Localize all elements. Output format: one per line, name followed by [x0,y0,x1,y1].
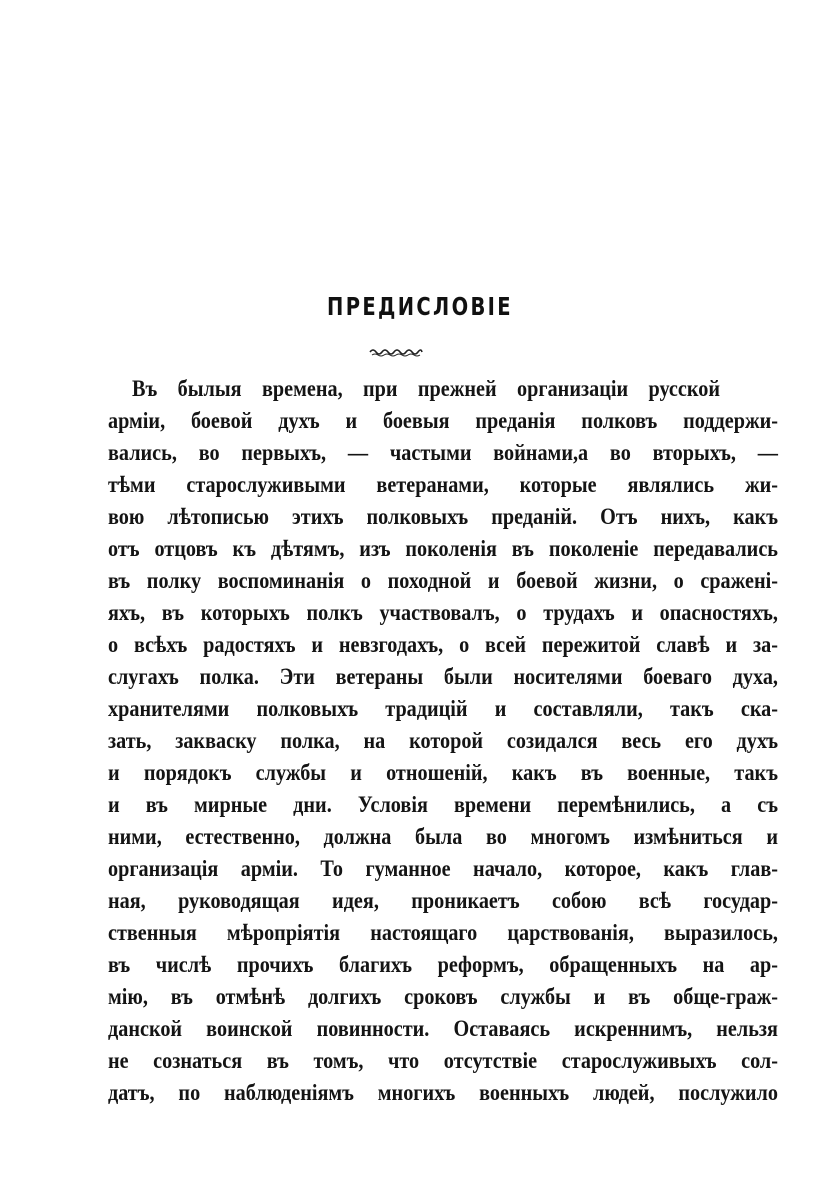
text-line: мію, въ отмѣнѣ долгихъ сроковъ службы и въ обще-граж- [108,984,778,1010]
text-line: ственныя мѣропріятія настоящаго царствованія, выразилось, [108,920,778,946]
text-line: Въ былыя времена, при прежней организаціи русской [132,376,720,402]
text-line: отъ отцовъ къ дѣтямъ, изъ поколенія въ поколеніе передавались [108,536,778,562]
text-line: вою лѣтописью этихъ полковыхъ преданій. Отъ нихъ, какъ [108,504,778,530]
text-line: тѣми старослуживыми ветеранами, которые являлись жи- [108,472,778,498]
wavy-line-ornament-icon [368,345,424,359]
text-line: не сознаться въ томъ, что отсутствіе старослуживыхъ сол- [108,1048,778,1074]
text-line: яхъ, въ которыхъ полкъ участвовалъ, о трудахъ и опасностяхъ, [108,600,778,626]
text-line: вались, во первыхъ, — частыми войнами,а во вторыхъ, — [108,440,778,466]
text-line: данской воинской повинности. Оставаясь искреннимъ, нельзя [108,1016,778,1042]
text-line: въ полку воспоминанія о походной и боевой жизни, о сраженi- [108,568,778,594]
text-line: арміи, боевой духъ и боевыя преданія полковъ поддержи- [108,408,778,434]
text-line: хранителями полковыхъ традицій и составляли, такъ ска- [108,696,778,722]
text-line: ними, естественно, должна была во многомъ измѣниться и [108,824,778,850]
text-line: въ числѣ прочихъ благихъ реформъ, обращенныхъ на ар- [108,952,778,978]
text-line: организація арміи. То гуманное начало, которое, какъ глав- [108,856,778,882]
text-line: датъ, по наблюденіямъ многихъ военныхъ людей, послужило [108,1080,778,1106]
page-title: ПРЕДИСЛОВІЕ [327,292,513,321]
text-line: слугахъ полка. Эти ветераны были носителями боеваго духа, [108,664,778,690]
text-line: и въ мирные дни. Условія времени перемѣнились, а съ [108,792,778,818]
text-line: зать, закваску полка, на которой созидался весь его духъ [108,728,778,754]
text-line: ная, руководящая идея, проникаетъ собою всѣ государ- [108,888,778,914]
text-line: и порядокъ службы и отношеній, какъ въ военные, такъ [108,760,778,786]
text-line: о всѣхъ радостяхъ и невзгодахъ, о всей пережитой славѣ и за- [108,632,778,658]
